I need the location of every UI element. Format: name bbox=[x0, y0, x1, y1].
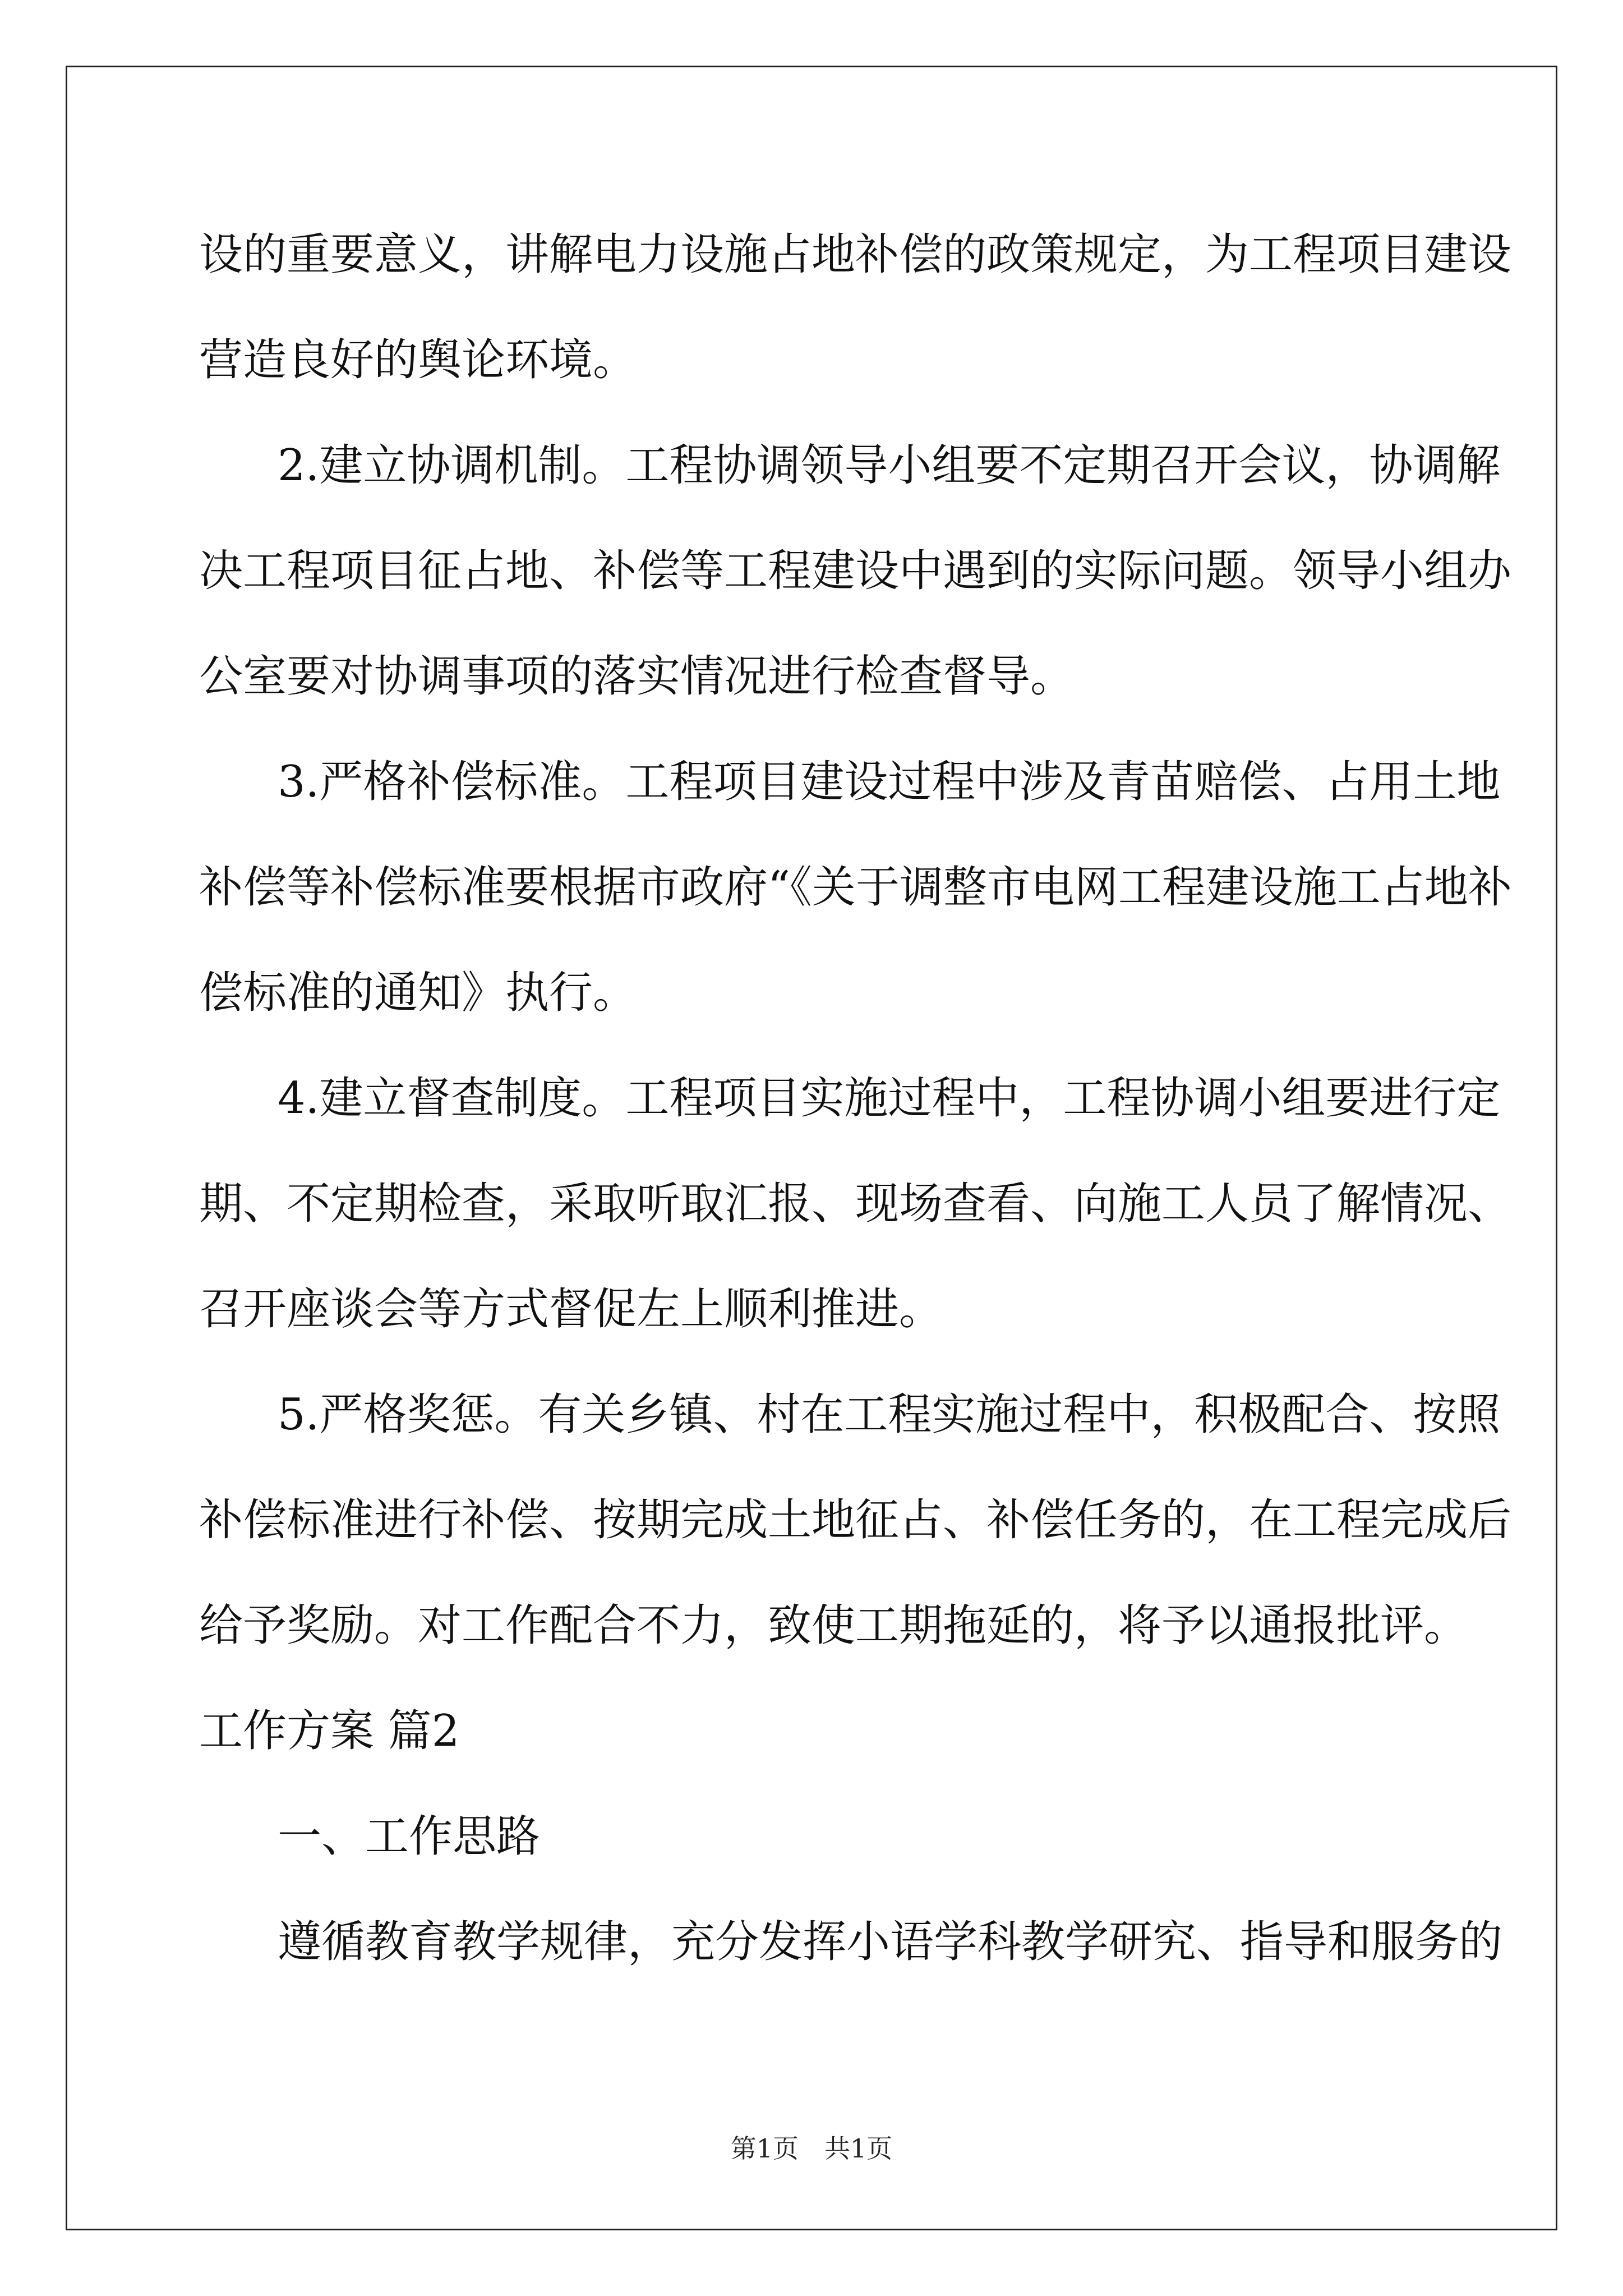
text-line: 给予奖励。对工作配合不力，致使工期拖延的，将予以通报批评。 bbox=[199, 1600, 1468, 1651]
page-footer: 第1页 共1页 bbox=[730, 2133, 893, 2164]
text-line: 3.严格补偿标准。工程项目建设过程中涉及青苗赔偿、占用土地 bbox=[278, 757, 1501, 807]
text-line: 5.严格奖惩。有关乡镇、村在工程实施过程中，积极配合、按照 bbox=[278, 1389, 1501, 1440]
text-line: 4.建立督查制度。工程项目实施过程中，工程协调小组要进行定 bbox=[278, 1073, 1501, 1124]
text-line: 补偿等补偿标准要根据市政府“《关于调整市电网工程建设施工占地补 bbox=[199, 862, 1512, 913]
text-line: 设的重要意义，讲解电力设施占地补偿的政策规定，为工程项目建设 bbox=[199, 229, 1512, 280]
document-body bbox=[199, 202, 1512, 1995]
text-line: 偿标准的通知》执行。 bbox=[199, 968, 637, 1018]
subsection-heading: 一、工作思路 bbox=[278, 1811, 541, 1862]
text-line: 决工程项目征占地、补偿等工程建设中遇到的实际问题。领导小组办 bbox=[199, 546, 1512, 596]
text-line: 公室要对协调事项的落实情况进行检查督导。 bbox=[199, 651, 1075, 702]
text-line: 补偿标准进行补偿、按期完成土地征占、补偿任务的，在工程完成后 bbox=[199, 1495, 1512, 1545]
section-heading: 工作方案 篇2 bbox=[199, 1706, 460, 1756]
text-line: 营造良好的舆论环境。 bbox=[199, 335, 637, 385]
text-line: 召开座谈会等方式督促左上顺利推进。 bbox=[199, 1284, 943, 1335]
text-line: 期、不定期检查，采取听取汇报、现场查看、向施工人员了解情况、 bbox=[199, 1179, 1512, 1229]
text-line: 2.建立协调机制。工程协调领导小组要不定期召开会议，协调解 bbox=[278, 440, 1501, 491]
text-line: 遵循教育教学规律，充分发挥小语学科教学研究、指导和服务的 bbox=[278, 1917, 1503, 1967]
